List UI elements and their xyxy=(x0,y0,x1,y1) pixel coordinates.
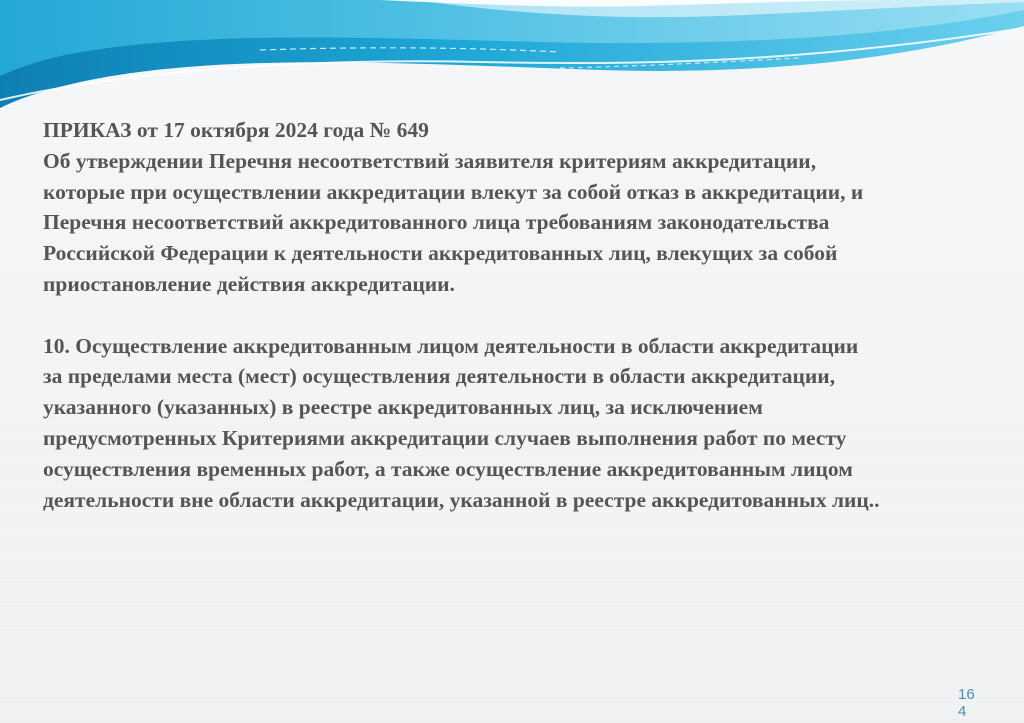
wave-header-decoration xyxy=(0,0,1024,120)
paragraph-line: предусмотренных Критериями аккредитации случаев выполнения работ по месту xyxy=(43,425,847,450)
paragraph-line: 10. Осуществление аккредитованным лицом деятельности в области аккредитации xyxy=(43,333,859,358)
page-number: 164 xyxy=(958,686,975,720)
heading-line: ПРИКАЗ от 17 октября 2024 года № 649 xyxy=(43,118,429,142)
paragraph-line: за пределами места (мест) осуществления деятельности в области аккредитации, xyxy=(43,364,836,389)
heading-line: Об утверждении Перечня несоответствий заявителя критериям аккредитации, xyxy=(43,148,817,173)
paragraph-line: деятельности вне области аккредитации, указанной в реестре аккредитованных лиц.. xyxy=(43,487,880,512)
heading-line: приостановление действия аккредитации. xyxy=(43,271,455,296)
heading-line: Перечня несоответствий аккредитованного лица требованиям законодательства xyxy=(43,210,830,235)
paragraph-spacer xyxy=(43,300,1003,331)
slide-content xyxy=(43,115,1003,515)
paragraph-line: осуществления временных работ, а также осуществление аккредитованным лицом xyxy=(43,456,853,481)
heading-line: которые при осуществлении аккредитации влекут за собой отказ в аккредитации, и xyxy=(43,179,864,204)
heading-line: Российской Федерации к деятельности аккредитованных лиц, влекущих за собой xyxy=(43,241,838,266)
paragraph-line: указанного (указанных) в реестре аккредитованных лиц, за исключением xyxy=(43,395,763,420)
item-10-paragraph xyxy=(43,331,1003,516)
order-heading xyxy=(43,115,1003,300)
